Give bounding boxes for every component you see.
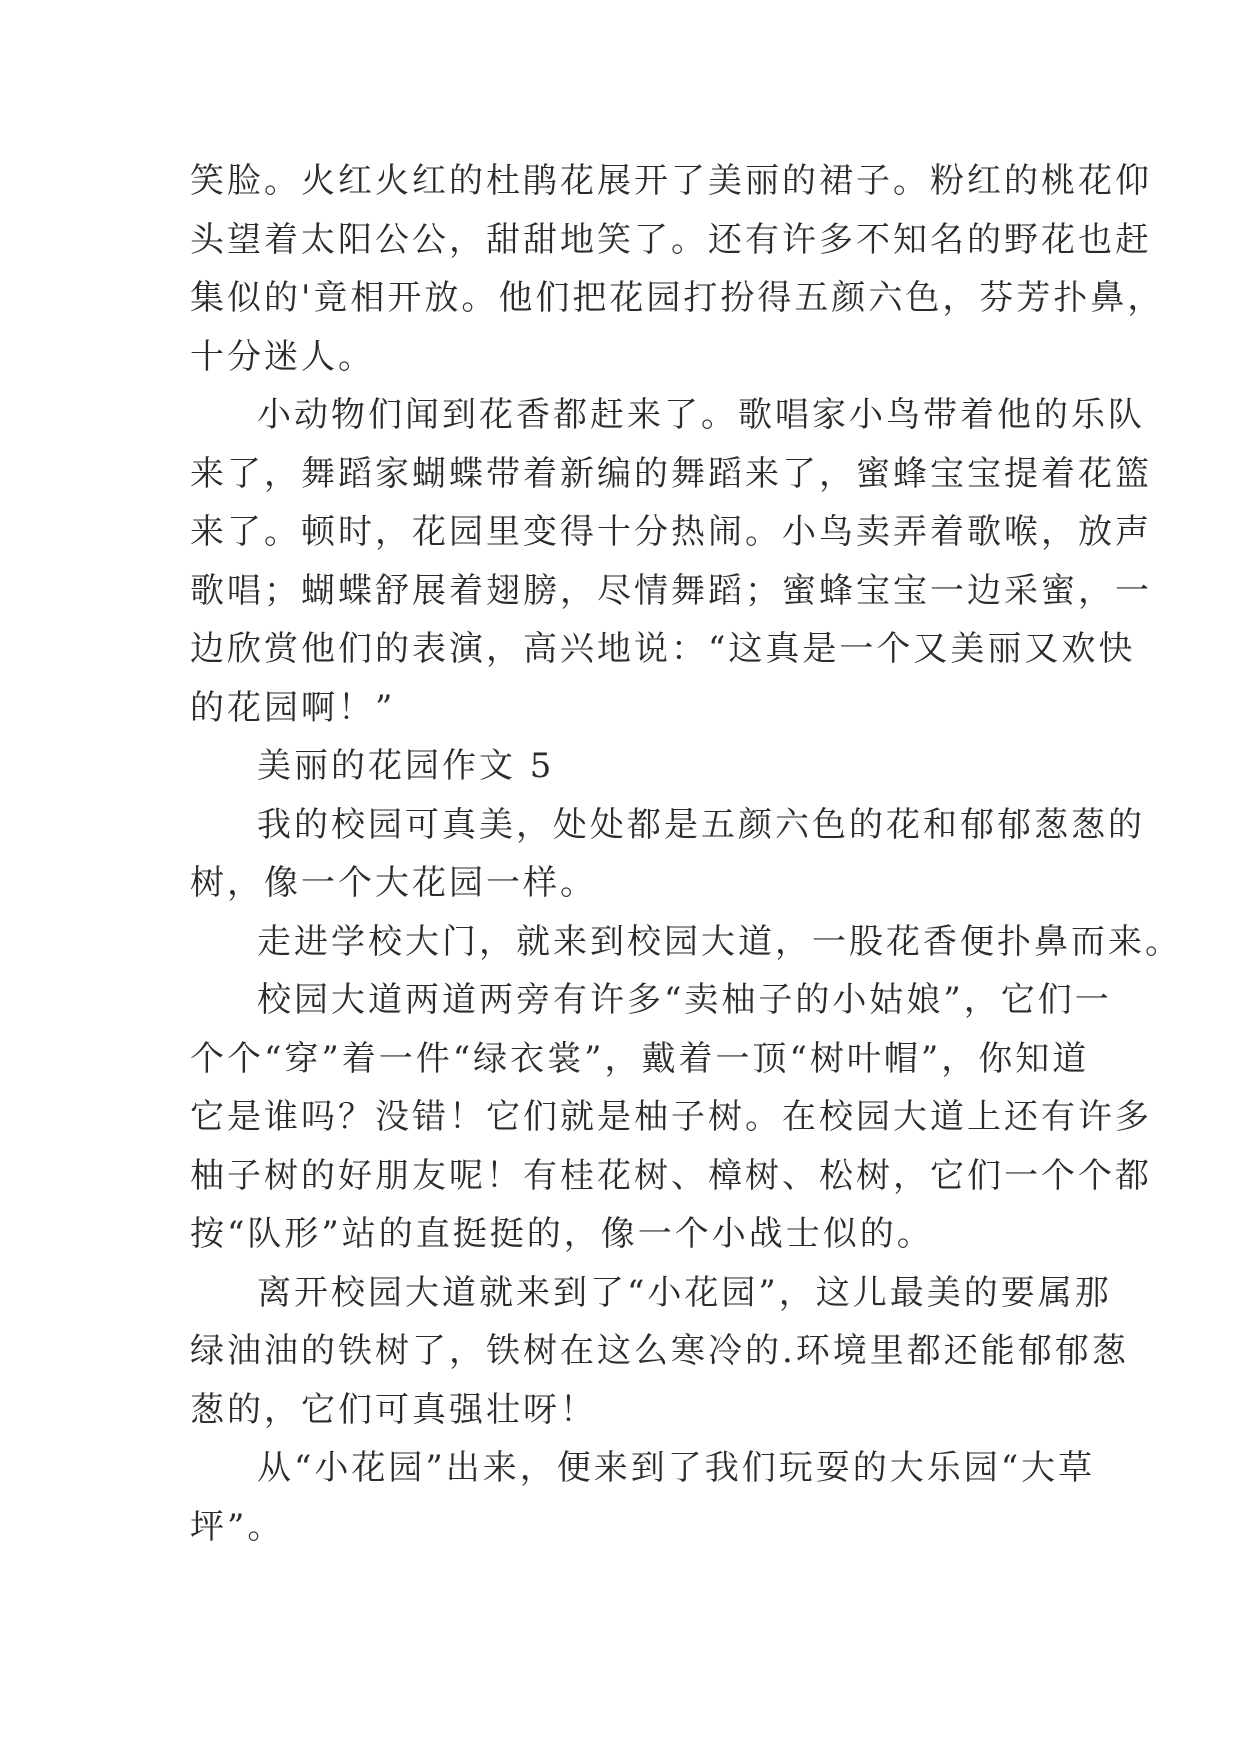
text-line: 头望着太阳公公，甜甜地笑了。还有许多不知名的野花也赶: [190, 219, 1152, 260]
paragraph-start-line: 小动物们闻到花香都赶来了。歌唱家小鸟带着他的乐队: [257, 395, 1145, 435]
text-line: 来了。顿时，花园里变得十分热闹。小鸟卖弄着歌喉，放声: [190, 512, 1152, 552]
text-line: 它是谁吗？没错！它们就是柚子树。在校园大道上还有许多: [190, 1097, 1152, 1137]
paragraph-start-line: 我的校园可真美，处处都是五颜六色的花和郁郁葱葱的: [257, 804, 1145, 845]
text-line: 歌唱；蝴蝶舒展着翅膀，尽情舞蹈；蜜蜂宝宝一边采蜜，一: [190, 570, 1152, 611]
paragraph-start-line: 离开校园大道就来到了“小花园”，这儿最美的要属那: [257, 1272, 1112, 1313]
text-line: 坪”。: [190, 1506, 285, 1547]
text-line: 绿油油的铁树了，铁树在这么寒冷的.环境里都还能郁郁葱: [190, 1331, 1129, 1371]
paragraph-start-line: 从“小花园”出来，便来到了我们玩耍的大乐园“大草: [257, 1448, 1096, 1488]
section-title: 美丽的花园作文 5: [257, 746, 555, 786]
text-line: 树，像一个大花园一样。: [190, 863, 597, 903]
paragraph-start-line: 校园大道两道两旁有许多“卖柚子的小姑娘”，它们一: [257, 980, 1112, 1020]
text-line: 葱的，它们可真强壮呀！: [190, 1389, 597, 1430]
text-line: 按“队形”站的直挺挺的，像一个小战士似的。: [190, 1214, 934, 1254]
essay-text: [190, 152, 1182, 1556]
text-line: 个个“穿”着一件“绿衣裳”，戴着一顶“树叶帽”，你知道: [190, 1038, 1090, 1079]
text-line: 集似的'竟相开放。他们把花园打扮得五颜六色，芬芳扑鼻，: [190, 278, 1165, 318]
text-line: 的花园啊！”: [190, 687, 396, 728]
text-line: 笑脸。火红火红的杜鹃花展开了美丽的裙子。粉红的桃花仰: [190, 161, 1152, 201]
text-line: 十分迷人。: [190, 336, 375, 377]
text-line: 来了，舞蹈家蝴蝶带着新编的舞蹈来了，蜜蜂宝宝提着花篮: [190, 453, 1152, 494]
text-line: 边欣赏他们的表演，高兴地说：“这真是一个又美丽又欢快: [190, 629, 1136, 669]
text-line: 柚子树的好朋友呢！有桂花树、樟树、松树，它们一个个都: [190, 1155, 1152, 1196]
paragraph-start-line: 走进学校大门，就来到校园大道，一股花香便扑鼻而来。: [257, 921, 1182, 962]
